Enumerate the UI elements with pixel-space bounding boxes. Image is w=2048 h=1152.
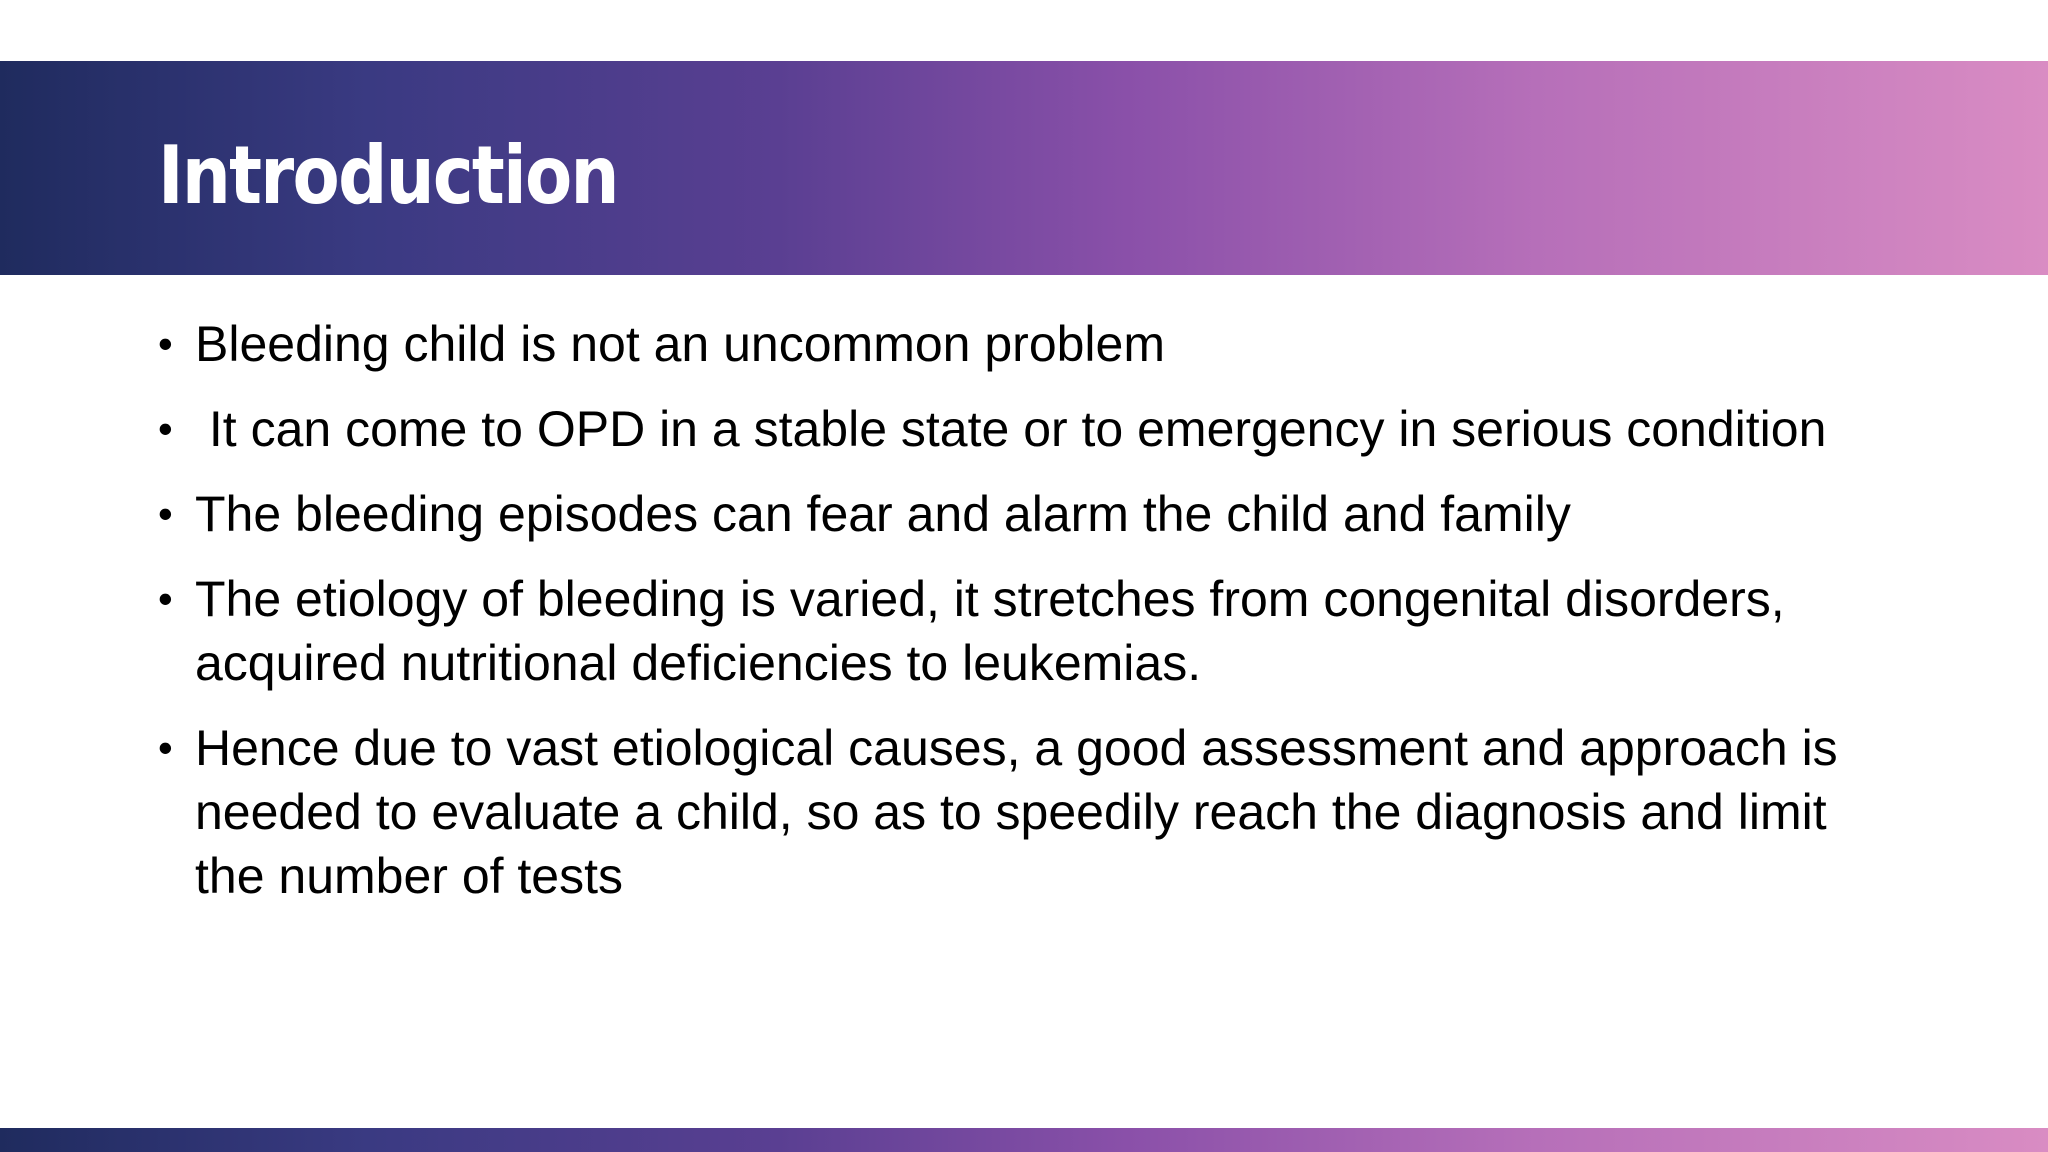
bullet-text: The bleeding episodes can fear and alarm the child and family: [195, 486, 1571, 542]
bullet-icon: •: [158, 490, 173, 537]
bullet-icon: •: [158, 724, 173, 771]
bullet-icon: •: [158, 575, 173, 622]
bullet-item-5: [150, 716, 1850, 908]
bullet-item-4: [150, 567, 1850, 695]
bullet-list: [150, 312, 1850, 929]
bottom-banner: [0, 1128, 2048, 1152]
bullet-text: Bleeding child is not an uncommon problem: [195, 316, 1165, 372]
bullet-text: Hence due to vast etiological causes, a good assessment and approach is needed to evaluate a child, so as to speedily reach the diagnosis and limit the number of tests: [195, 720, 1838, 904]
slide-title: Introduction: [158, 129, 618, 222]
bullet-item-3: [150, 482, 1850, 546]
bullet-icon: •: [158, 405, 173, 452]
bullet-item-1: [150, 312, 1850, 376]
bullet-icon: •: [158, 320, 173, 367]
bullet-text: The etiology of bleeding is varied, it stretches from congenital disorders, acquired nutritional deficiencies to leukemias.: [195, 571, 1785, 691]
bullet-text: It can come to OPD in a stable state or to emergency in serious condition: [195, 401, 1827, 457]
bullet-item-2: [150, 397, 1850, 461]
